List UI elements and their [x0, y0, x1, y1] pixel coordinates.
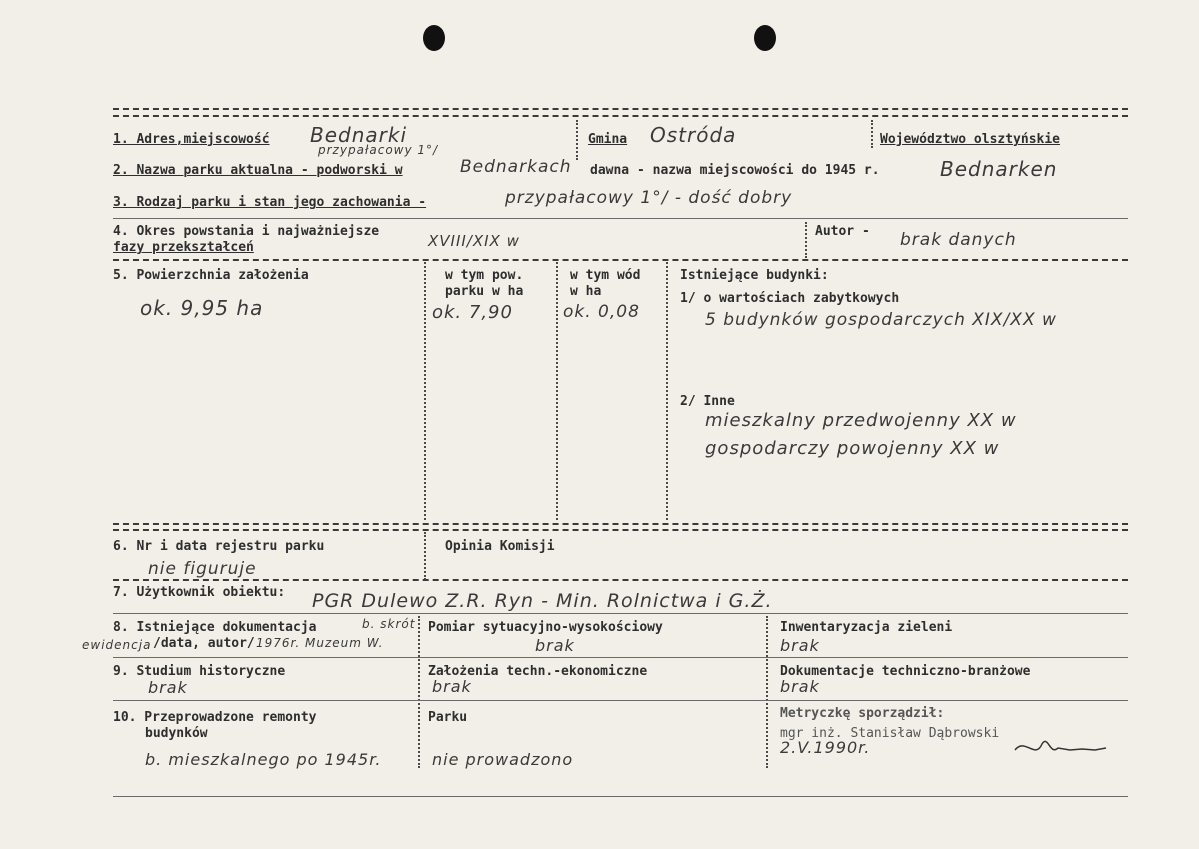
park-area-label-1: w tym pow. [445, 268, 524, 283]
author-value: brak danych [900, 230, 1017, 250]
row-rule [113, 259, 1128, 261]
divider [424, 262, 426, 520]
punch-hole-right [754, 25, 776, 51]
address-value: Bednarki [310, 123, 408, 147]
period-value: XVIII/XIX w [428, 232, 520, 250]
row-rule [113, 579, 1128, 581]
renovations-value: b. mieszkalnego po 1945r. [145, 750, 382, 769]
row-rule [113, 700, 1128, 701]
other-buildings-value-2: gospodarczy powojenny XX w [705, 438, 1000, 459]
greenery-value: brak [780, 636, 820, 655]
gmina-label: Gmina [588, 132, 628, 147]
history-study-label: 9. Studium historyczne [113, 664, 286, 679]
bottom-rule [113, 796, 1128, 797]
divider [576, 120, 578, 160]
greenery-label: Inwentaryzacja zieleni [780, 620, 953, 635]
docs-prefix: ewidencja [82, 638, 152, 652]
voivodeship-label: Województwo olsztyńskie [880, 132, 1061, 147]
commission-opinion-label: Opinia Komisji [445, 539, 555, 554]
user-value: PGR Dulewo Z.R. Ryn - Min. Rolnictwa i G.Ż. [312, 590, 773, 612]
tech-docs-label: Dokumentacje techniczno-branżowe [780, 664, 1031, 679]
historic-buildings-value: 5 budynków gospodarczych XIX/XX w [705, 310, 1057, 330]
user-label: 7. Użytkownik obiektu: [113, 585, 286, 600]
park-kind-label: 3. Rodzaj parku i stan jego zachowania - [113, 195, 427, 210]
prepared-by-label: Metryczkę sporządził: [780, 706, 945, 721]
docs-handwritten-1: b. skrót [362, 617, 416, 631]
other-buildings-label: 2/ Inne [680, 394, 735, 409]
history-study-value: brak [148, 678, 188, 697]
former-name-value: Bednarken [940, 157, 1058, 181]
water-area-value: ok. 0,08 [563, 302, 640, 322]
divider [766, 616, 768, 768]
renovations-label-2: budynków [145, 726, 208, 741]
top-rule [113, 108, 1128, 110]
area-value: ok. 9,95 ha [140, 296, 264, 320]
gmina-value: Ostróda [650, 123, 737, 147]
divider [418, 616, 420, 768]
row-rule [113, 529, 1128, 531]
divider [805, 222, 807, 258]
park-area-value: ok. 7,90 [432, 302, 513, 323]
author-label: Autor - [815, 224, 870, 239]
water-area-label-2: w ha [570, 284, 602, 299]
docs-handwritten-2: 1976r. Muzeum W. [256, 636, 384, 650]
register-label: 6. Nr i data rejestru parku [113, 539, 325, 554]
park-type-note: przypałacowy 1°/ [318, 143, 439, 157]
prepared-date: 2.V.1990r. [780, 738, 871, 757]
row-rule [113, 613, 1128, 614]
divider [424, 532, 426, 580]
park-name-value: Bednarkach [460, 157, 572, 177]
divider [871, 120, 873, 148]
tech-docs-value: brak [780, 677, 820, 696]
survey-value: brak [535, 636, 575, 655]
former-name-label: dawna - nazwa miejscowości do 1945 r. [590, 163, 880, 178]
divider [556, 262, 558, 520]
top-rule-2 [113, 115, 1128, 117]
docs-label-2: /data, autor/ [153, 636, 255, 651]
water-area-label-1: w tym wód [570, 268, 641, 283]
park-name-label: 2. Nazwa parku aktualna - podworski w [113, 163, 403, 178]
other-buildings-value-1: mieszkalny przedwojenny XX w [705, 410, 1017, 431]
survey-label: Pomiar sytuacyjno-wysokościowy [428, 620, 663, 635]
punch-hole-left [423, 25, 445, 51]
docs-label-1: 8. Istniejące dokumentacja [113, 620, 317, 635]
prepared-by-name: mgr inż. Stanisław Dąbrowski [780, 726, 1000, 741]
address-label: 1. Adres,miejscowość [113, 132, 270, 147]
row-rule [113, 657, 1128, 658]
historic-buildings-label: 1/ o wartościach zabytkowych [680, 291, 900, 306]
period-label-1: 4. Okres powstania i najważniejsze [113, 224, 380, 239]
tech-econ-value: brak [432, 677, 472, 696]
buildings-label: Istniejące budynki: [680, 268, 829, 283]
row-rule [113, 218, 1128, 219]
tech-econ-label: Założenia techn.-ekonomiczne [428, 664, 648, 679]
divider [666, 262, 668, 520]
signature [1010, 732, 1110, 762]
register-value: nie figuruje [148, 559, 257, 579]
renovations-label-1: 10. Przeprowadzone remonty [113, 710, 317, 725]
park-kind-value: przypałacowy 1°/ - dość dobry [505, 188, 793, 208]
area-label: 5. Powierzchnia założenia [113, 268, 309, 283]
park-renovations-label: Parku [428, 710, 468, 725]
park-renovations-value: nie prowadzono [432, 750, 574, 769]
period-label-2: fazy przekształceń [113, 240, 254, 255]
row-rule [113, 523, 1128, 525]
park-area-label-2: parku w ha [445, 284, 524, 299]
